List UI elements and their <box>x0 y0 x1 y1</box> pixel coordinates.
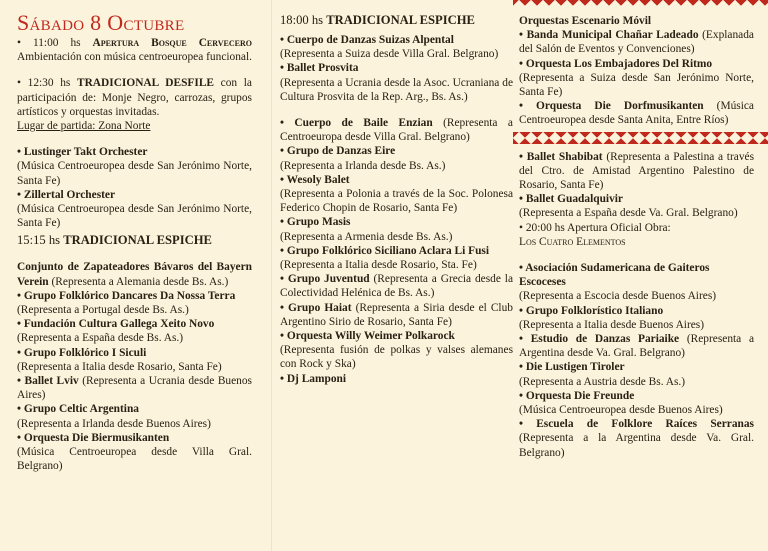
list-item <box>17 145 252 188</box>
item-name: • Grupo Juventud <box>280 273 370 286</box>
column-evening-espiche <box>271 0 513 551</box>
item-description: (Música Centroeuropea desde Buenos Aires) <box>519 404 723 417</box>
item-name: • Grupo de Danzas Eire <box>280 145 396 158</box>
item-name: • Dj Lamponi <box>280 372 347 385</box>
section-title: TRADICIONAL ESPICHE <box>63 233 212 248</box>
event-opening <box>17 36 252 64</box>
item-name: • Ballet Shabibat <box>519 150 603 163</box>
work-title: Los Cuatro Elementos <box>519 235 626 248</box>
list-item <box>17 374 252 402</box>
item-description: (Representa a la Argentina desde Va. Gral. Belgrano) <box>519 432 754 459</box>
item-description: (Representa a Ucrania desde la Asoc. Ucraniana de Cultura Prosvita de la Rep. Arg., Bs. As.) <box>280 76 513 103</box>
item-description: (Representa a Suiza desde Villa Gral. Belgrano) <box>280 48 499 61</box>
item-name: • Grupo Folklórico Dancares Da Nossa Terra <box>17 289 236 302</box>
section-title: TRADICIONAL ESPICHE <box>326 13 475 27</box>
list-item <box>280 301 513 329</box>
item-description: (Representa a España desde Bs. As.) <box>17 332 184 345</box>
list-item <box>519 57 754 100</box>
item-name: Conjunto de Zapateadores Bávaros del Bayern Verein <box>17 261 252 288</box>
event-heading: Apertura Bosque Cervecero <box>92 37 252 49</box>
item-description: (Representa a Centroeuropa desde Villa Gral. Belgrano) <box>280 117 513 144</box>
event-time: • 11:00 hs <box>17 37 81 49</box>
item-description: (Representa a Italia desde Buenos Aires) <box>519 318 705 331</box>
item-description: (Representa a Siria desde el Club Argentino Sirio de Rosario, Santa Fe) <box>280 301 513 328</box>
item-description: (Representa a Portugal desde Bs. As.) <box>17 304 189 317</box>
list-item <box>519 332 754 360</box>
item-description: (Representa a Polonia a través de la Soc. Polonesa Federico Chopin de Rosario, Santa Fe) <box>280 188 513 215</box>
list-item <box>17 260 252 288</box>
item-description: (Representa a Irlanda desde Bs. As.) <box>280 159 446 172</box>
item-name: • Orquesta Willy Weimer Polkarock <box>280 330 455 343</box>
item-description: (Música Centroeuropea desde Santa Anita, Entre Ríos) <box>519 100 754 127</box>
zigzag-divider <box>513 132 768 144</box>
item-name: • Grupo Masis <box>280 216 351 229</box>
item-description: (Música Centroeuropea desde San Jerónimo Norte, Santa Fe) <box>17 160 252 187</box>
list-item <box>280 173 513 216</box>
event-apertura: • 20:00 hs Apertura Oficial Obra: <box>519 221 671 234</box>
item-name: • Cuerpo de Danzas Suizas Alpental <box>280 34 454 46</box>
item-name: • Banda Municipal Chañar Ladeado <box>519 29 699 42</box>
event-heading: TRADICIONAL DESFILE <box>76 77 215 90</box>
list-item <box>280 244 513 272</box>
item-name: • Grupo Folklorístico Italiano <box>519 304 664 317</box>
list-item <box>280 272 513 300</box>
item-name: • Orquesta Los Embajadores Del Ritmo <box>519 57 713 70</box>
event-description: Ambientación con música centroeuropea funcional. <box>17 51 252 64</box>
list-item <box>280 61 513 104</box>
section-time: 15:15 hs <box>17 233 61 248</box>
list-item <box>280 116 513 144</box>
list-item <box>519 192 754 220</box>
list-item <box>519 304 754 332</box>
item-description: (Representa a Italia desde Rosario, Santa Fe) <box>17 360 222 373</box>
list-item <box>17 289 252 317</box>
list-item <box>17 346 252 374</box>
item-description: (Música Centroeuropea desde Villa Gral. Belgrano) <box>17 446 252 473</box>
item-description: (Representa a Grecia desde la Colectividad Helénica de Bs. As.) <box>280 273 513 300</box>
section-heading <box>280 12 513 28</box>
list-item <box>519 261 754 304</box>
item-name: • Lustinger Takt Orchester <box>17 146 148 159</box>
item-description: (Representa a Palestina a través del Ctro. de Amistad Argentino Palestino de Rosario, Santa Fe) <box>519 150 755 192</box>
list-item <box>519 360 754 388</box>
item-description: (Representa a España desde Va. Gral. Belgrano) <box>519 207 738 220</box>
list-item <box>280 372 513 386</box>
list-item <box>17 402 252 430</box>
item-name: • Cuerpo de Baile Enzian <box>280 117 433 130</box>
item-name: • Ballet Guadalquivir <box>519 193 623 206</box>
list-item <box>17 188 252 231</box>
list-item <box>280 215 513 243</box>
item-description: (Representa a Argentina desde Va. Gral. Belgrano) <box>519 333 754 360</box>
item-name: • Ballet Lviv <box>17 375 79 388</box>
item-description: (Música Centroeuropea desde San Jerónimo Norte, Santa Fe) <box>17 203 252 230</box>
item-name: • Orquesta Die Biermusikanten <box>17 431 170 444</box>
list-item <box>519 417 754 460</box>
day-title: Sábado 8 Octubre <box>17 10 185 35</box>
section-heading <box>17 232 252 248</box>
item-name: • Die Lustigen Tiroler <box>519 361 625 374</box>
item-description: (Explanada del Salón de Eventos y Convenciones) <box>519 29 754 56</box>
item-name: • Fundación Cultura Gallega Xeito Novo <box>17 318 215 331</box>
list-item <box>280 33 513 61</box>
item-name: • Grupo Haiat <box>280 301 352 314</box>
item-description: (Representa a Italia desde Rosario, Sta. Fe) <box>280 259 477 272</box>
item-description: (Representa a Escocia desde Buenos Aires) <box>519 290 717 303</box>
item-name: • Escuela de Folklore Raíces Serranas <box>519 418 754 431</box>
section-time: 18:00 hs <box>280 13 324 27</box>
list-item <box>519 99 754 127</box>
item-name: • Wesoly Balet <box>280 173 350 186</box>
item-name: • Grupo Folklórico I Siculi <box>17 346 147 359</box>
section-heading <box>519 14 754 28</box>
item-description: (Representa a Irlanda desde Buenos Aires) <box>17 417 211 430</box>
column-saturday-morning <box>0 0 258 551</box>
item-name: • Orquesta Die Dorfmusikanten <box>519 100 704 113</box>
parade-start-place: Lugar de partida: Zona Norte <box>17 120 151 133</box>
item-description: (Representa a Armenia desde Bs. As.) <box>280 230 453 243</box>
list-item <box>280 144 513 172</box>
event-description: con la participación de: Monje Negro, carrozas, grupos artísticos y orquestas invitadas. <box>17 77 252 118</box>
list-item <box>519 28 754 56</box>
list-item <box>519 389 754 417</box>
event-parade <box>17 76 252 119</box>
zigzag-border-top <box>513 0 768 12</box>
item-name: • Asociación Sudamericana de Gaiteros Escoceses <box>519 262 710 289</box>
item-name: • Zillertal Orchester <box>17 188 116 201</box>
item-description: (Representa a Ucrania desde Buenos Aires) <box>17 375 252 402</box>
list-item <box>17 317 252 345</box>
event-time: • 12:30 hs <box>17 77 71 90</box>
item-name: • Ballet Prosvita <box>280 62 359 75</box>
item-name: • Estudio de Danzas Pariaike <box>519 333 680 346</box>
item-description: (Representa a Suiza desde San Jerónimo Norte, Santa Fe) <box>519 71 754 99</box>
item-description: (Representa fusión de polkas y valses alemanes con Rock y Ska) <box>280 344 513 371</box>
item-name: • Orquesta Die Freunde <box>519 389 635 402</box>
section-title: Orquestas Escenario Móvil <box>519 15 652 27</box>
list-item <box>280 329 513 372</box>
list-item <box>17 431 252 474</box>
column-mobile-stage <box>513 0 768 551</box>
item-description: (Representa a Austria desde Bs. As.) <box>519 375 686 388</box>
item-name: • Grupo Folklórico Siciliano Aclara Li Fusi <box>280 244 490 257</box>
item-description: (Representa a Alemania desde Bs. As.) <box>51 275 229 288</box>
list-item <box>519 150 754 193</box>
item-name: • Grupo Celtic Argentina <box>17 403 139 416</box>
